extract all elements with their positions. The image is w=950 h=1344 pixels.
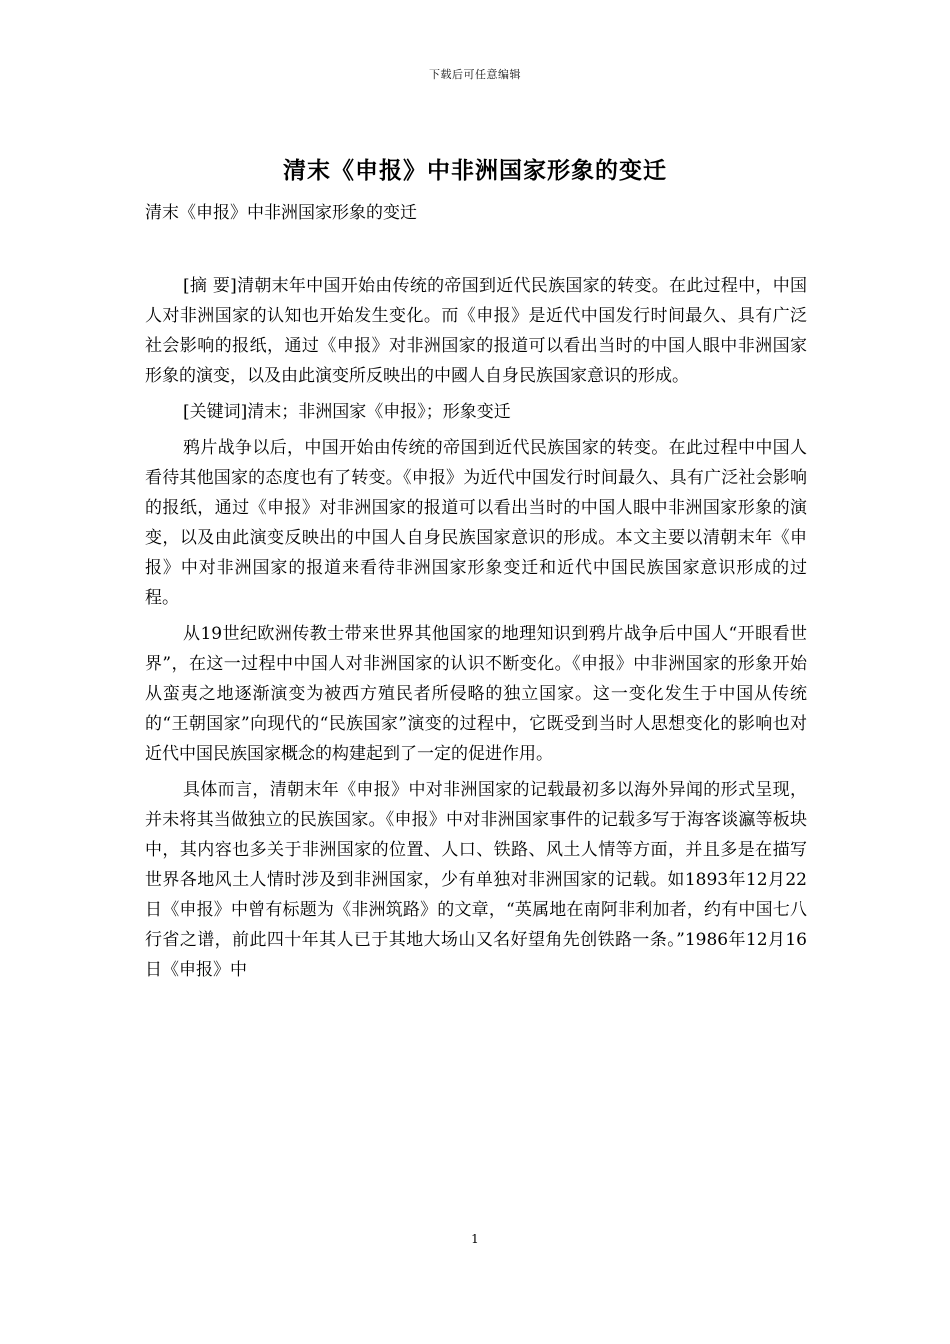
document-body xyxy=(145,271,807,991)
page-number: 1 xyxy=(471,1232,479,1246)
document-subtitle: 清末《申报》中非洲国家形象的变迁 xyxy=(145,203,417,223)
body-paragraph: 从19世纪欧洲传教士带来世界其他国家的地理知识到鸦片战争后中国人“开眼看世界”，在这一过程中中国人对非洲国家的认识不断变化。《申报》中非洲国家的形象开始从蛮夷之地逐渐演变为被西方殖民者所侵略的独立国家。这一变化发生于中国从传统的“王朝国家”向现代的“民族国家”演变的过程中，它既受到当时人思想变化的影响也对近代中国民族国家概念的构建起到了一定的促进作用。 xyxy=(145,624,807,764)
document-title: 清末《申报》中非洲国家形象的变迁 xyxy=(283,158,667,184)
keywords-paragraph: [关键词]清末；非洲国家《申报》；形象变迁 xyxy=(183,402,511,422)
body-paragraph: 鸦片战争以后，中国开始由传统的帝国到近代民族国家的转变。在此过程中中国人看待其他国家的态度也有了转变。《申报》为近代中国发行时间最久、具有广泛社会影响的报纸，通过《申报》对非洲国家的报道可以看出当时的中国人眼中非洲国家形象的演变，以及由此演变反映出的中国人自身民族国家意识的形成。本文主要以清朝末年《申报》中对非洲国家的报道来看待非洲国家形象变迁和近代中国民族国家意识形成的过程。 xyxy=(145,438,807,608)
body-paragraph: 具体而言，清朝末年《申报》中对非洲国家的记载最初多以海外异闻的形式呈现，并未将其当做独立的民族国家。《申报》中对非洲国家事件的记载多写于海客谈瀛等板块中，其内容也多关于非洲国家的位置、人口、铁路、风土人情等方面，并且多是在描写世界各地风土人情时涉及到非洲国家，少有单独对非洲国家的记载。如1893年12月22日《申报》中曾有标题为《非洲筑路》的文章，“英属地在南阿非利加者，约有中国七八行省之谱，前此四十年其人已于其地大场山又名好望角先创铁路一条。”1986年12月16日《申报》中 xyxy=(145,780,807,980)
abstract-paragraph: [摘 要]清朝末年中国开始由传统的帝国到近代民族国家的转变。在此过程中，中国人对非洲国家的认知也开始发生变化。而《申报》是近代中国发行时间最久、具有广泛社会影响的报纸，通过《申报》对非洲国家的报道可以看出当时的中国人眼中非洲国家形象的演变，以及由此演变所反映出的中國人自身民族国家意识的形成。 xyxy=(145,276,807,386)
page-header-note: 下载后可任意编辑 xyxy=(429,68,521,81)
